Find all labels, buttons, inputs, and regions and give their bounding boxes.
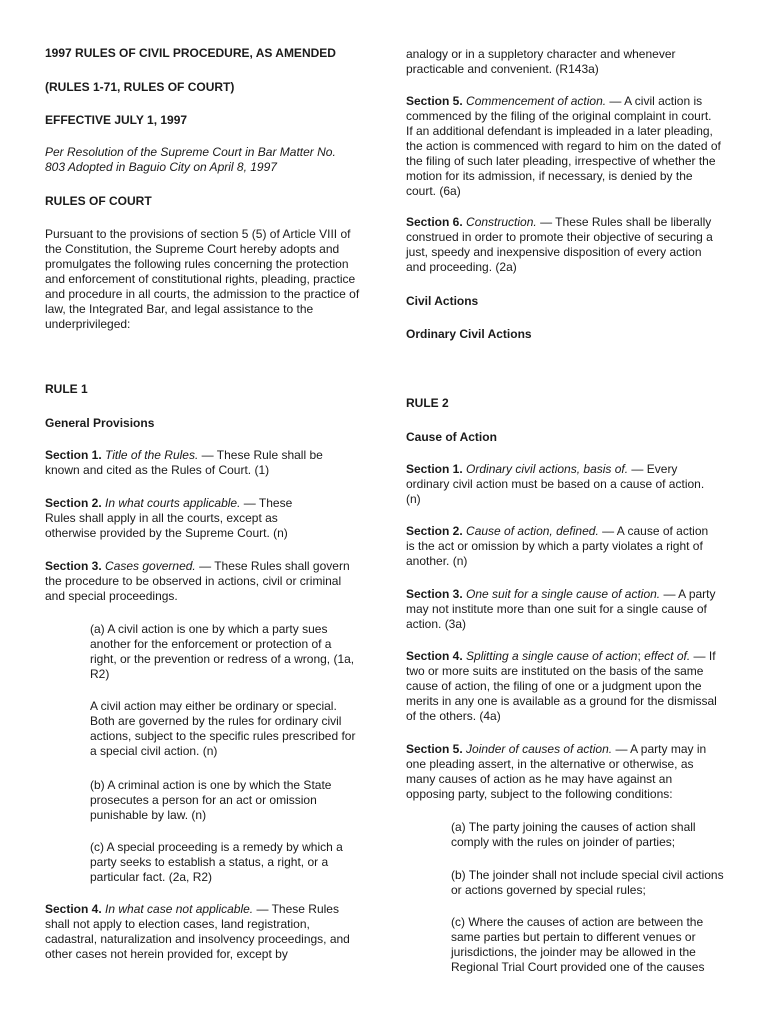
section-text: — A party may not institute more than one suit for a single cause of action. (3a) (406, 587, 716, 631)
preamble: Pursuant to the provisions of section 5 (5) of Article VIII of the Constitution, the Supreme Court hereby adopts and promulgates the following rules concerning the protection and enforcement of constitutional rights, pleading, practice and procedure in all courts, the admission to the practice of law, the Integrated Bar, and legal assistance to the underprivileged: (45, 227, 360, 331)
section-title: In what case not applicable. (105, 902, 254, 916)
ordinary-civil-actions-heading: Ordinary Civil Actions (406, 327, 532, 341)
rule1-section-4 (45, 902, 357, 962)
section-text: — These Rules shall govern the procedure to be observed in actions, civil or criminal and special proceedings. (45, 559, 350, 603)
section-title: Construction. (466, 215, 537, 229)
section-text: — These Rules shall not apply to election cases, land registration, cadastral, naturalization and insolvency proceedings, and other cases not herein provided for, except by (45, 902, 350, 961)
section-label: Section 1. (406, 462, 463, 476)
paragraph-b-criminal-action: (b) A criminal action is one by which the State prosecutes a person for an act or omission punishable by law. (n) (90, 778, 332, 822)
rule-2-heading: RULE 2 (406, 396, 449, 410)
paragraph-civil-ordinary-special: A civil action may either be ordinary or special. Both are governed by the rules for ordinary civil actions, subject to the specific rules prescribed for a special civil action. (n) (90, 699, 356, 758)
paragraph-c-special-proceeding: (c) A special proceeding is a remedy by which a party seeks to establish a status, a right, or a particular fact. (2a, R2) (90, 840, 343, 884)
section-4-continuation: analogy or in a suppletory character and whenever practicable and convenient. (R143a) (406, 47, 676, 76)
paragraph-a-civil-action: (a) A civil action is one by which a party sues another for the enforcement or protection of a right, or the prevention or redress of a wrong, (1a, R2) (90, 622, 355, 681)
civil-actions-heading: Civil Actions (406, 294, 479, 308)
rule2-section-5 (406, 742, 724, 802)
document-title: 1997 RULES OF CIVIL PROCEDURE, AS AMENDED (45, 46, 336, 60)
section-title: One suit for a single cause of action. (466, 587, 661, 601)
section-label: Section 2. (406, 524, 463, 538)
rules-of-court-heading: RULES OF COURT (45, 194, 152, 208)
section-text: — A party may in one pleading assert, in the alternative or otherwise, as many causes of action as he may have against an opposing party, subject to the following conditions: (406, 742, 707, 801)
section-text: — A cause of action is the act or omission by which a party violates a right of another. (n) (406, 524, 709, 568)
condition-a: (a) The party joining the causes of action shall comply with the rules on joinder of parties; (451, 820, 696, 849)
section-label: Section 5. (406, 742, 463, 756)
rule1-section-2 (45, 496, 325, 541)
section-label: Section 3. (406, 587, 463, 601)
resolution-note: Per Resolution of the Supreme Court in Bar Matter No. 803 Adopted in Baguio City on April 8, 1997 (45, 145, 336, 174)
section-label: Section 5. (406, 94, 463, 108)
rule-1-heading: RULE 1 (45, 382, 88, 396)
section-text: — If two or more suits are instituted on the basis of the same cause of action, the filing of one or a judgment upon the merits in any one is available as a ground for the dismissal of the others. (4a) (406, 649, 717, 723)
section-title: In what courts applicable. (105, 496, 241, 510)
section-label: Section 4. (45, 902, 102, 916)
section-separator: ; (637, 649, 645, 663)
document-subtitle: (RULES 1-71, RULES OF COURT) (45, 80, 235, 94)
rule1-section-1 (45, 448, 345, 478)
section-title: Joinder of causes of action. (466, 742, 613, 756)
condition-b: (b) The joinder shall not include special civil actions or actions governed by special rules; (451, 868, 724, 897)
section-title: Cause of action, defined. (466, 524, 599, 538)
section-text: — Every ordinary civil action must be based on a cause of action. (n) (406, 462, 705, 506)
section-text: — These Rules shall be liberally construed in order to promote their objective of securing a just, speedy and inexpensive disposition of every action and proceeding. (2a) (406, 215, 713, 274)
section-label: Section 1. (45, 448, 102, 462)
condition-c: (c) Where the causes of action are between the same parties but pertain to different venues or jurisdictions, the joinder may be allowed in the Regional Trial Court provided one of the causes (451, 915, 705, 974)
rule2-section-3 (406, 587, 716, 632)
section-label: Section 6. (406, 215, 463, 229)
rule2-section-1 (406, 462, 718, 507)
rule2-section-4 (406, 649, 724, 724)
section-label: Section 2. (45, 496, 102, 510)
section-title: Splitting a single cause of action (466, 649, 638, 663)
section-title: Commencement of action. (466, 94, 607, 108)
section-text: — These Rules shall apply in all the courts, except as otherwise provided by the Supreme Court. (n) (45, 496, 293, 540)
section-title-effect: effect of. (644, 649, 691, 663)
section-label: Section 3. (45, 559, 102, 573)
rule-1-title: General Provisions (45, 416, 155, 430)
rule-2-title: Cause of Action (406, 430, 497, 444)
rule1-section-5 (406, 94, 721, 199)
effective-date: EFFECTIVE JULY 1, 1997 (45, 113, 188, 127)
rule2-section-2 (406, 524, 716, 569)
section-title: Ordinary civil actions, basis of. (466, 462, 629, 476)
rule1-section-6 (406, 215, 716, 275)
section-label: Section 4. (406, 649, 463, 663)
rule1-section-3 (45, 559, 355, 604)
section-title: Title of the Rules. (105, 448, 199, 462)
section-text: — A civil action is commenced by the filing of the original complaint in court. If an additional defendant is impleaded in a later pleading, the action is commenced with regard to him on the dated of the filing of such later pleading, irrespective of whether the motion for its admission, if necessary, is denied by the court. (6a) (406, 94, 721, 198)
section-title: Cases governed. (105, 559, 196, 573)
section-text: — These Rule shall be known and cited as the Rules of Court. (1) (45, 448, 323, 477)
